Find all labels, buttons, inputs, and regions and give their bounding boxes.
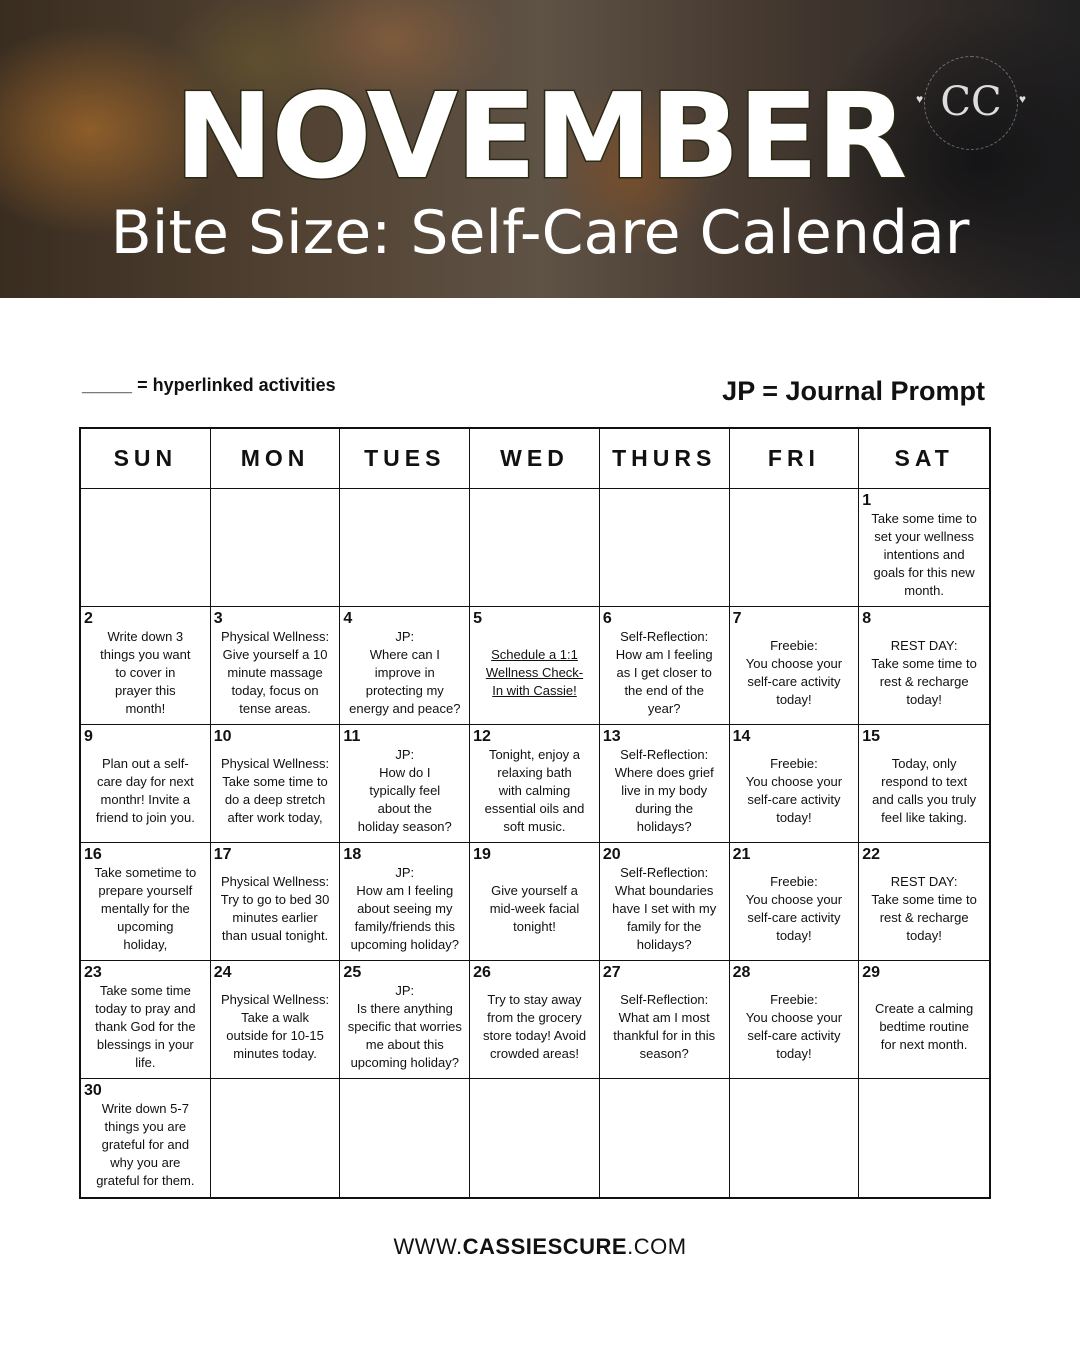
calendar-day-6 (600, 607, 730, 725)
calendar-day-12 (470, 725, 600, 843)
day-number: 17 (213, 846, 232, 863)
calendar-day-7 (730, 607, 860, 725)
calendar-empty-cell (81, 489, 211, 607)
day-number: 21 (732, 846, 751, 863)
calendar-empty-cell (470, 489, 600, 607)
calendar-day-20 (600, 843, 730, 961)
calendar-day-24 (211, 961, 341, 1079)
day-number: 5 (473, 610, 483, 627)
hyperlink-marker: _____ (82, 375, 133, 395)
calendar-day-15 (859, 725, 989, 843)
calendar-empty-cell (211, 489, 341, 607)
day-number: 2 (84, 610, 93, 627)
day-number: 15 (862, 728, 881, 745)
calendar-day-10 (211, 725, 341, 843)
weekday-header: SUN (81, 429, 211, 489)
day-activity: Write down 3 things you want to cover in prayer this month! (100, 628, 191, 716)
heart-icon: ♥ (916, 92, 924, 106)
day-activity: Freebie: You choose your self-care activity today! (745, 991, 843, 1061)
day-activity: Freebie: You choose your self-care activity today! (745, 755, 843, 825)
calendar-day-14 (730, 725, 860, 843)
calendar-day-21 (730, 843, 860, 961)
day-activity: Create a calming bedtime routine for next month. (874, 1000, 974, 1052)
day-activity: Freebie: You choose your self-care activity today! (745, 637, 843, 707)
day-activity: Physical Wellness: Take some time to do a deep stretch after work today, (220, 755, 330, 825)
calendar-day-4 (340, 607, 470, 725)
day-activity: Take some time to set your wellness intentions and goals for this new month. (871, 510, 977, 598)
day-number: 30 (84, 1082, 102, 1099)
day-activity: JP: How am I feeling about seeing my family/friends this upcoming holiday? (350, 864, 459, 952)
day-number: 11 (343, 728, 361, 745)
weekday-header: MON (211, 429, 341, 489)
day-number: 1 (862, 492, 872, 509)
weekday-header: WED (470, 429, 600, 489)
day-number: 13 (602, 728, 621, 745)
day-number: 9 (84, 728, 93, 745)
day-activity: JP: Where can I improve in protecting my energy and peace? (349, 628, 461, 716)
calendar-empty-cell (600, 1079, 730, 1197)
calendar-day-5 (470, 607, 600, 725)
footer-domain: CASSIESCURE (462, 1234, 628, 1259)
calendar-empty-cell (211, 1079, 341, 1197)
calendar-day-23 (81, 961, 211, 1079)
day-number: 12 (473, 728, 491, 745)
day-activity: Write down 5-7 things you are grateful for and why you are grateful for them. (96, 1101, 195, 1188)
calendar-day-26 (470, 961, 600, 1079)
day-activity: Try to stay away from the grocery store today! Avoid crowded areas! (482, 991, 587, 1061)
day-number: 3 (213, 610, 223, 627)
day-activity: Plan out a self- care day for next monthr! Invite a friend to join you. (95, 755, 195, 825)
calendar-day-29 (859, 961, 989, 1079)
day-activity: REST DAY: Take some time to rest & recharge today! (871, 873, 977, 943)
day-activity: Today, only respond to text and calls you truly feel like taking. (872, 755, 977, 825)
day-number: 6 (602, 610, 612, 627)
calendar-day-19 (470, 843, 600, 961)
footer-prefix: WWW. (393, 1234, 463, 1259)
calendar-day-11 (340, 725, 470, 843)
calendar-empty-cell (600, 489, 730, 607)
calendar-empty-cell (340, 489, 470, 607)
calendar-empty-cell (340, 1079, 470, 1197)
day-number: 25 (343, 964, 362, 981)
calendar-day-17 (211, 843, 341, 961)
day-activity: Self-Reflection: What boundaries have I set with my family for the holidays? (612, 864, 717, 952)
day-number: 22 (862, 846, 881, 863)
day-activity: JP: Is there anything specific that worries me about this upcoming holiday? (347, 982, 462, 1070)
website-footer[interactable] (0, 1234, 1080, 1260)
calendar-day-28 (730, 961, 860, 1079)
day-number: 8 (862, 610, 872, 627)
day-activity: Self-Reflection: What am I most thankful for in this season? (613, 991, 716, 1061)
day-number: 4 (343, 610, 353, 627)
journal-prompt-legend: JP = Journal Prompt (722, 376, 985, 406)
calendar-day-22 (859, 843, 989, 961)
hyperlink-legend-label: = hyperlinked activities (137, 375, 336, 395)
day-number: 20 (602, 846, 621, 863)
calendar-day-16 (81, 843, 211, 961)
header-banner (0, 0, 1080, 298)
day-number: 28 (732, 964, 751, 981)
day-number: 29 (862, 964, 881, 981)
hyperlinked-activity[interactable]: Schedule a 1:1 Wellness Check- In with Cassie! (485, 646, 584, 698)
calendar-day-2 (81, 607, 211, 725)
calendar-empty-cell (730, 489, 860, 607)
calendar-day-9 (81, 725, 211, 843)
weekday-header: FRI (730, 429, 860, 489)
day-number: 10 (213, 728, 232, 745)
day-activity: Physical Wellness: Try to go to bed 30 minutes earlier than usual tonight. (220, 873, 330, 943)
calendar-day-1 (859, 489, 989, 607)
calendar-day-30 (81, 1079, 211, 1197)
day-number: 18 (343, 846, 362, 863)
hyperlink-legend (82, 375, 336, 396)
day-number: 14 (732, 728, 751, 745)
page-title: NOVEMBER (174, 67, 906, 205)
day-activity: JP: How do I typically feel about the holiday season? (357, 746, 452, 834)
day-activity: Tonight, enjoy a relaxing bath with calming essential oils and soft music. (484, 746, 585, 834)
day-number: 19 (473, 846, 491, 863)
day-activity: Self-Reflection: Where does grief live in my body during the holidays? (614, 746, 714, 834)
day-activity: Physical Wellness: Give yourself a 10 minute massage today, focus on tense areas. (220, 628, 330, 716)
day-number: 16 (84, 846, 102, 863)
calendar-day-3 (211, 607, 341, 725)
calendar-empty-cell (470, 1079, 600, 1197)
day-number: 27 (602, 964, 621, 981)
day-number: 23 (84, 964, 102, 981)
logo-monogram: CC (940, 79, 1002, 125)
calendar-day-8 (859, 607, 989, 725)
weekday-header: THURS (600, 429, 730, 489)
day-activity: Give yourself a mid-week facial tonight! (489, 882, 580, 934)
day-number: 7 (732, 610, 742, 627)
day-activity: Self-Reflection: How am I feeling as I get closer to the end of the year? (615, 628, 713, 716)
calendar-day-18 (340, 843, 470, 961)
heart-icon: ♥ (1018, 92, 1026, 106)
day-number: 24 (213, 964, 232, 981)
weekday-header: SAT (859, 429, 989, 489)
calendar-empty-cell (730, 1079, 860, 1197)
page-subtitle: Bite Size: Self-Care Calendar (110, 198, 970, 268)
day-activity: REST DAY: Take some time to rest & recharge today! (871, 637, 977, 707)
day-activity: Freebie: You choose your self-care activity today! (745, 873, 843, 943)
calendar-day-13 (600, 725, 730, 843)
footer-suffix: .COM (627, 1234, 687, 1259)
calendar-day-25 (340, 961, 470, 1079)
weekday-header: TUES (340, 429, 470, 489)
calendar-grid (79, 427, 991, 1199)
day-activity: Take sometime to prepare yourself mentally for the upcoming holiday, (94, 864, 197, 952)
day-activity: Physical Wellness: Take a walk outside for 10-15 minutes today. (220, 991, 330, 1061)
day-number: 26 (473, 964, 491, 981)
day-activity: Take some time today to pray and thank God for the blessings in your life. (95, 982, 196, 1070)
calendar-day-27 (600, 961, 730, 1079)
calendar-empty-cell (859, 1079, 989, 1197)
